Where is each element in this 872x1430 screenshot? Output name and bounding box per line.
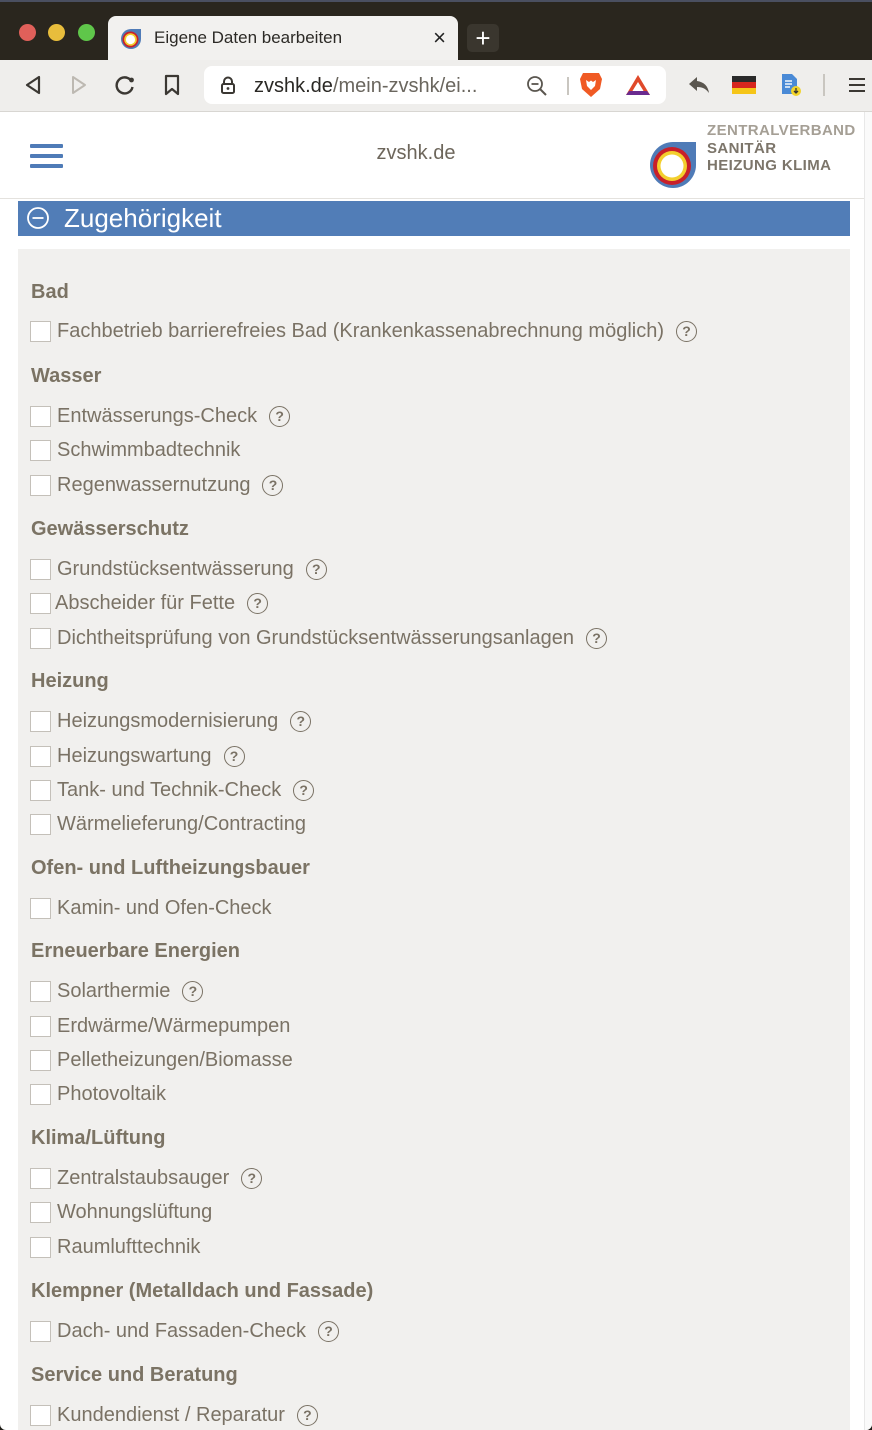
back-arrow-icon xyxy=(24,75,42,95)
checkbox[interactable] xyxy=(30,814,51,835)
reload-icon xyxy=(114,74,136,96)
checkbox[interactable] xyxy=(30,780,51,801)
help-icon[interactable]: ? xyxy=(182,981,203,1002)
category-panel xyxy=(18,249,850,1430)
zoom-out-icon[interactable] xyxy=(526,75,548,97)
help-icon[interactable]: ? xyxy=(676,321,697,342)
help-icon[interactable]: ? xyxy=(241,1168,262,1189)
checkbox-item[interactable]: Zentralstaubsauger ? xyxy=(30,1165,262,1191)
section-title: Zugehörigkeit xyxy=(64,203,222,233)
checkbox-item[interactable]: Erdwärme/Wärmepumpen xyxy=(30,1013,290,1039)
help-icon[interactable]: ? xyxy=(293,780,314,801)
document-download-icon xyxy=(779,72,803,98)
checkbox-item[interactable]: Heizungswartung ? xyxy=(30,743,245,769)
group-title-klima-lueftung: Klima/Lüftung xyxy=(31,1127,166,1149)
checkbox-item[interactable]: Kamin- und Ofen-Check xyxy=(30,895,272,921)
checkbox[interactable] xyxy=(30,593,51,614)
translate-button[interactable] xyxy=(731,72,757,98)
site-header xyxy=(0,112,864,199)
url-domain: zvshk.de xyxy=(254,75,333,97)
address-bar[interactable] xyxy=(204,66,666,104)
section-header-zugehoerigkeit[interactable] xyxy=(18,201,850,236)
zvshk-favicon-icon xyxy=(120,28,142,50)
checkbox[interactable] xyxy=(30,981,51,1002)
checkbox[interactable] xyxy=(30,1084,51,1105)
checkbox[interactable] xyxy=(30,1168,51,1189)
toolbar-divider xyxy=(823,74,825,96)
checkbox-item[interactable]: Wärmelieferung/Contracting xyxy=(30,811,306,837)
collapse-minus-icon[interactable] xyxy=(26,206,50,230)
download-extension-button[interactable] xyxy=(778,72,804,98)
site-name: zvshk.de xyxy=(376,142,456,164)
minimize-window-button[interactable] xyxy=(48,24,65,41)
checkbox-item[interactable]: Wohnungslüftung xyxy=(30,1199,212,1225)
group-title-erneuerbare-energien: Erneuerbare Energien xyxy=(31,940,240,962)
group-title-heizung: Heizung xyxy=(31,670,109,692)
checkbox-item[interactable]: Raumlufttechnik xyxy=(30,1234,200,1260)
checkbox[interactable] xyxy=(30,440,51,461)
help-icon[interactable]: ? xyxy=(247,593,268,614)
help-icon[interactable]: ? xyxy=(224,746,245,767)
close-window-button[interactable] xyxy=(19,24,36,41)
checkbox-item[interactable]: Pelletheizungen/Biomasse xyxy=(30,1047,293,1073)
checkbox-item[interactable]: Dichtheitsprüfung von Grundstücksentwässerungsanlagen ? xyxy=(30,625,607,651)
zvshk-logo-icon[interactable] xyxy=(648,140,698,190)
checkbox[interactable] xyxy=(30,1016,51,1037)
checkbox-item[interactable]: Fachbetrieb barrierefreies Bad (Krankenkassenabrechnung möglich) ? xyxy=(30,318,697,344)
group-title-service-beratung: Service und Beratung xyxy=(31,1364,238,1386)
brave-rewards-icon[interactable] xyxy=(624,73,652,97)
share-back-button[interactable] xyxy=(686,72,712,98)
browser-tab-active[interactable] xyxy=(108,16,458,62)
brave-shields-icon[interactable] xyxy=(578,71,604,99)
checkbox[interactable] xyxy=(30,1405,51,1426)
checkbox[interactable] xyxy=(30,1050,51,1071)
checkbox-item[interactable]: Dach- und Fassaden-Check ? xyxy=(30,1318,339,1344)
checkbox-item[interactable]: Solarthermie ? xyxy=(30,978,203,1004)
help-icon[interactable]: ? xyxy=(290,711,311,732)
group-title-gewaesserschutz: Gewässerschutz xyxy=(31,518,189,540)
checkbox[interactable] xyxy=(30,1202,51,1223)
checkbox[interactable] xyxy=(30,746,51,767)
checkbox[interactable] xyxy=(30,1321,51,1342)
checkbox[interactable] xyxy=(30,475,51,496)
checkbox[interactable] xyxy=(30,1237,51,1258)
checkbox-item[interactable]: Heizungsmodernisierung ? xyxy=(30,708,311,734)
checkbox-item[interactable]: Kundendienst / Reparatur ? xyxy=(30,1402,318,1428)
forward-button[interactable] xyxy=(66,72,92,98)
tab-close-icon[interactable]: × xyxy=(433,25,446,50)
bookmark-icon xyxy=(164,74,180,96)
help-icon[interactable]: ? xyxy=(297,1405,318,1426)
group-title-ofen-luftheizungsbauer: Ofen- und Luftheizungsbauer xyxy=(31,857,310,879)
tab-title: Eigene Daten bearbeiten xyxy=(154,28,343,47)
divider xyxy=(567,77,569,95)
checkbox[interactable] xyxy=(30,898,51,919)
help-icon[interactable]: ? xyxy=(586,628,607,649)
checkbox-item[interactable]: Photovoltaik xyxy=(30,1081,166,1107)
page-scrollbar[interactable] xyxy=(864,112,872,1430)
url-text[interactable] xyxy=(254,75,477,98)
checkbox[interactable] xyxy=(30,321,51,342)
back-button[interactable] xyxy=(20,72,46,98)
maximize-window-button[interactable] xyxy=(78,24,95,41)
forward-arrow-icon xyxy=(70,75,88,95)
browser-menu-button[interactable] xyxy=(844,72,870,98)
help-icon[interactable]: ? xyxy=(262,475,283,496)
checkbox-item[interactable]: Tank- und Technik-Check ? xyxy=(30,777,314,803)
help-icon[interactable]: ? xyxy=(318,1321,339,1342)
checkbox[interactable] xyxy=(30,406,51,427)
group-title-klempner: Klempner (Metalldach und Fassade) xyxy=(31,1280,374,1302)
checkbox-item[interactable]: Grundstücksentwässerung ? xyxy=(30,556,327,582)
new-tab-button[interactable]: + xyxy=(467,24,499,52)
checkbox-item[interactable]: Entwässerungs-Check ? xyxy=(30,403,290,429)
checkbox[interactable] xyxy=(30,559,51,580)
bookmark-button[interactable] xyxy=(159,72,185,98)
checkbox[interactable] xyxy=(30,711,51,732)
checkbox[interactable] xyxy=(30,628,51,649)
help-icon[interactable]: ? xyxy=(269,406,290,427)
checkbox-item[interactable]: Regenwassernutzung ? xyxy=(30,472,283,498)
group-title-bad: Bad xyxy=(31,281,69,303)
reply-arrow-icon xyxy=(687,75,711,95)
lock-icon xyxy=(220,76,236,94)
logo-wordmark: ZENTRALVERBAND SANITÄR HEIZUNG KLIMA xyxy=(707,122,856,174)
checkbox-item[interactable]: Schwimmbadtechnik xyxy=(30,437,240,463)
german-flag-icon xyxy=(732,76,756,94)
checkbox-item[interactable]: Abscheider für Fette ? xyxy=(30,590,268,616)
web-page xyxy=(0,112,872,1430)
group-title-wasser: Wasser xyxy=(31,365,102,387)
menu-icon xyxy=(849,76,865,94)
help-icon[interactable]: ? xyxy=(306,559,327,580)
browser-toolbar xyxy=(0,60,872,112)
url-path: /mein-zvshk/ei... xyxy=(332,75,478,97)
browser-titlebar xyxy=(0,0,872,60)
reload-button[interactable] xyxy=(112,72,138,98)
